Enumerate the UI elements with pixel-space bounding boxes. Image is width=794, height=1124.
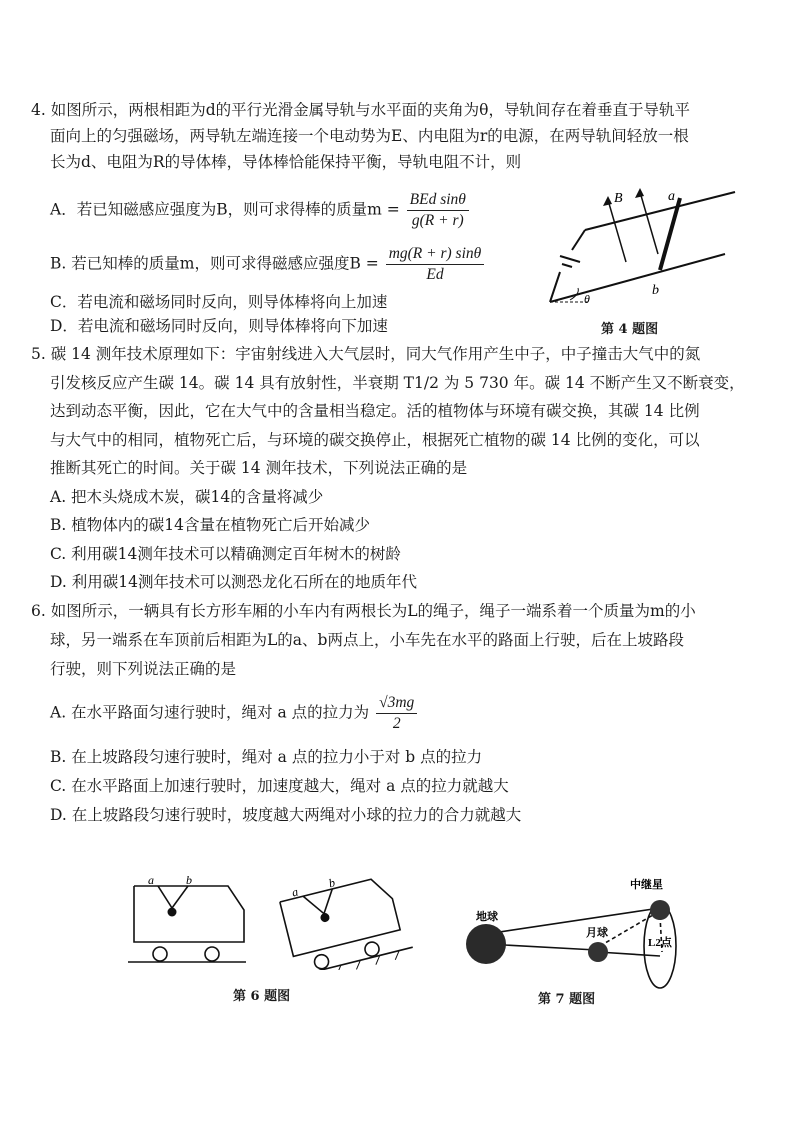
q5-option-a: A. 把木头烧成木炭，碳14的含量将减少 [50, 488, 324, 506]
q4-option-a-fraction [407, 190, 469, 231]
q7-label-relay: 中继星 [630, 879, 663, 891]
q4-option-a-numerator: BEd sinθ [407, 190, 469, 211]
q4-label-theta: θ [584, 292, 590, 306]
q5-option-d: D. 利用碳14测年技术可以测恐龙化石所在的地质年代 [50, 573, 417, 591]
q4-option-a-text: A．若已知磁感应强度为B，则可求得棒的质量m = [50, 200, 400, 219]
q7-earth-relay-line [486, 908, 660, 934]
q5-option-c: C. 利用碳14测年技术可以精确测定百年树木的树龄 [50, 545, 401, 563]
q4-stem-line3: 长为d、电阻为R的导体棒，导体棒恰能保持平衡，导轨电阻不计，则 [50, 153, 522, 171]
q7-moon [588, 942, 608, 962]
q7-figure-caption: 第 7 题图 [538, 992, 596, 1007]
q4-stem-line2: 面向上的匀强磁场，两导轨左端连接一个电动势为E、内电阻为r的电源，在两导轨间轻放一根 [50, 127, 689, 145]
q6-label-a-slope: a [290, 884, 300, 900]
q4-option-d: D．若电流和磁场同时反向，则导体棒将向下加速 [50, 317, 388, 335]
q6-label-b-flat: b [186, 873, 192, 887]
q4-option-b-fraction [386, 244, 485, 285]
q4-battery-short-plate [562, 264, 572, 267]
q4-field-line-2 [640, 192, 658, 254]
q7-figure [460, 872, 710, 992]
q6-ball-slope [320, 912, 331, 923]
q4-figure [540, 182, 740, 312]
q5-stem-line5: 推断其死亡的时间。关于碳 14 测年技术，下列说法正确的是 [50, 459, 468, 477]
q7-relay-satellite [650, 900, 670, 920]
q4-option-b [50, 244, 486, 285]
q4-field-line-1 [608, 200, 626, 262]
q6-option-a-numerator: √3mg [376, 693, 417, 714]
q4-field-arrow-2 [635, 188, 644, 198]
q4-option-b-text: B. 若已知棒的质量m，则可求得磁感应强度B = [50, 254, 379, 273]
q7-label-moon: 月球 [586, 927, 608, 939]
q6-rope-b-slope [319, 889, 338, 914]
q6-wheel-front-flat [153, 947, 167, 961]
q6-option-a-fraction [376, 693, 417, 734]
q7-label-l2: L2点 [648, 937, 672, 949]
q6-figure [120, 860, 420, 970]
q6-option-a [50, 693, 419, 734]
q4-label-a: a [668, 189, 675, 204]
q6-rope-b-flat [172, 886, 188, 908]
q6-truck-body-slope [280, 875, 400, 956]
q6-option-a-denominator: 2 [392, 715, 401, 732]
q5-stem-line4: 与大气中的相同，植物死亡后，与环境的碳交换停止，根据死亡植物的碳 14 比例的变化，可以 [50, 431, 700, 449]
q6-stem-line2: 球，另一端系在车顶前后相距为L的a、b两点上，小车先在水平的路面上行驶，后在上坡路段 [50, 631, 684, 649]
q6-option-b: B. 在上坡路段匀速行驶时，绳对 a 点的拉力小于对 b 点的拉力 [50, 748, 483, 766]
q4-option-b-numerator: mg(R + r) sinθ [386, 244, 485, 265]
q5-stem-line3: 达到动态平衡，因此，它在大气中的含量相当稳定。活的植物体与环境有碳交换，其碳 14 比例 [50, 402, 700, 420]
q4-battery-wire-lower [550, 272, 560, 302]
q6-rope-a-flat [158, 886, 172, 908]
q6-option-a-text: A. 在水平路面匀速行驶时，绳对 a 点的拉力为 [50, 703, 370, 722]
q5-stem-line1: 5. 碳 14 测年技术原理如下：宇宙射线进入大气层时，同大气作用产生中子，中子撞击大气中的氮 [31, 345, 701, 363]
q4-label-b: b [652, 283, 659, 298]
q4-figure-caption: 第 4 题图 [601, 322, 659, 337]
q7-label-earth: 地球 [476, 911, 498, 923]
q4-option-a [50, 190, 471, 231]
q6-figure-caption: 第 6 题图 [233, 989, 291, 1004]
q5-option-b: B. 植物体内的碳14含量在植物死亡后开始减少 [50, 516, 370, 534]
q6-wheel-front-slope [313, 953, 330, 970]
q4-option-a-denominator: g(R + r) [411, 212, 464, 229]
q6-stem-line1: 6. 如图所示，一辆具有长方形车厢的小车内有两根长为L的绳子，绳子一端系着一个质量为m的小 [31, 602, 696, 620]
q4-angle-arc [570, 288, 578, 300]
q6-label-b-slope: b [327, 875, 337, 891]
q4-option-b-denominator: Ed [426, 266, 444, 283]
q4-label-B: B [614, 191, 623, 206]
q6-road-slope [292, 947, 412, 970]
q5-stem-line2: 引发核反应产生碳 14。碳 14 具有放射性，半衰期 T1/2 为 5 730 年。碳 14 不断产生又不断衰变， [50, 374, 745, 392]
q6-stem-line3: 行驶，则下列说法正确的是 [50, 660, 237, 678]
q6-option-d: D. 在上坡路段匀速行驶时，坡度越大两绳对小球的拉力的合力就越大 [50, 806, 522, 824]
q6-wheel-rear-flat [205, 947, 219, 961]
q6-ball-flat [168, 908, 177, 917]
q6-truck-body-flat [134, 886, 244, 942]
q4-option-c: C．若电流和磁场同时反向，则导体棒将向上加速 [50, 293, 388, 311]
q4-stem-line1: 4. 如图所示，两根相距为d的平行光滑金属导轨与水平面的夹角为θ，导轨间存在着垂直于导轨平 [31, 101, 690, 119]
q6-option-c: C. 在水平路面上加速行驶时，加速度越大，绳对 a 点的拉力就越大 [50, 777, 509, 795]
q7-earth [466, 924, 506, 964]
q4-field-arrow-1 [603, 196, 612, 206]
q4-battery-long-plate [560, 256, 580, 262]
q4-battery-wire [572, 230, 585, 250]
q6-label-a-flat: a [148, 873, 154, 887]
